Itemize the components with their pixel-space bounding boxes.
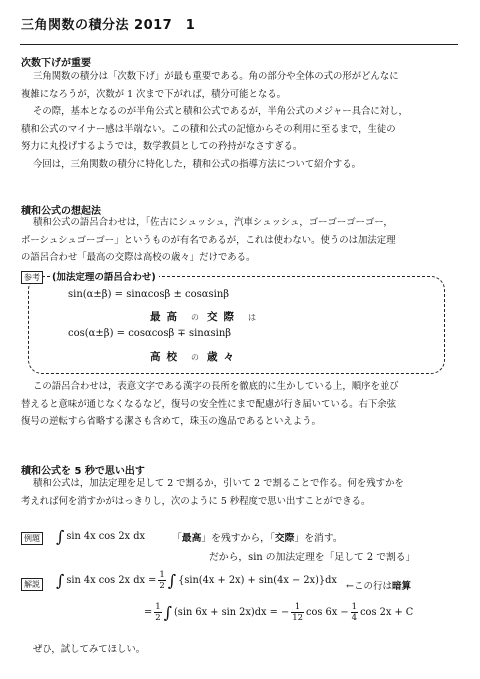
section3-body	[21, 475, 459, 510]
section1-body	[21, 68, 459, 173]
section2-after	[21, 378, 459, 431]
solution-part: (sin 6x + sin 2x)dx = −	[173, 607, 290, 618]
mnemonic-word: 高校	[150, 351, 183, 363]
note-text: 」を消す。	[294, 533, 343, 544]
fraction-twelfth	[291, 602, 304, 623]
note-text: ←この行は	[346, 581, 392, 592]
denominator: 2	[155, 613, 161, 623]
text-line: 積和公式は，加法定理を足して 2 で割るか，引いて 2 で割ることで作る。何を残すかを	[33, 478, 404, 489]
closing-sentence: ぜひ，試してみてほしい。	[33, 644, 146, 655]
example-integrand: sin 4x cos 2x dx	[66, 531, 145, 542]
sine-addition-formula: sin(α±β) = sinαcosβ ± cosαsinβ	[68, 289, 230, 300]
solution-rhs: {sin(4x + 2x) + sin(4x − 2x)}dx	[178, 575, 337, 586]
text-line: の語呂合わせ「最高の交際は高校の歳々」だけである。	[21, 252, 256, 263]
cosine-mnemonic	[150, 349, 240, 364]
cosine-addition-formula: cos(α±β) = cosαcosβ ∓ sinαsinβ	[68, 328, 232, 339]
numerator: 1	[155, 602, 161, 612]
text-line: 三角関数の積分は「次数下げ」が最も重要である。角の部分や全体の式の形がどんなに	[33, 71, 399, 82]
solution-line-1	[56, 570, 337, 591]
integral-sign: ∫	[56, 571, 65, 590]
note-bold-drop: 交際	[274, 533, 295, 544]
solution-part: cos 6x −	[306, 607, 349, 618]
mnemonic-word: 最高	[150, 311, 183, 323]
integral-sign: ∫	[167, 571, 177, 590]
section2-body	[21, 214, 459, 267]
equals-sign: =	[144, 607, 153, 618]
text-line: 積和公式の語呂合わせは，「佐古にシュッシュ，汽車シュッシュ，ゴーゴーゴーゴー，	[33, 217, 393, 228]
text-line: 複雑になろうが，次数が 1 次まで下がれば，積分可能となる。	[21, 88, 287, 100]
section-heading-recall-method: 積和公式の想起法	[21, 206, 101, 217]
mnemonic-word: 交際	[207, 311, 240, 323]
solution-tag: 解説	[21, 578, 43, 591]
denominator: 12	[292, 613, 304, 623]
mnemonic-particle: の	[191, 353, 199, 362]
mnemonic-word: 歳々	[207, 351, 240, 363]
denominator: 4	[351, 613, 358, 623]
mental-math-note	[346, 578, 411, 592]
text-line: その際，基本となるのが半角公式と積和公式であるが，半角公式のメジャー具合に対し，	[33, 106, 408, 117]
mnemonic-particle: の	[191, 313, 199, 322]
note-text: 「	[172, 533, 182, 544]
title-rule	[20, 44, 458, 45]
note-text: 」を残すから，「	[201, 533, 275, 544]
section-heading-degree-reduction: 次数下げが重要	[21, 58, 91, 69]
text-line: 積和公式のマイナー感は半端ない。この積和公式の記憶からその利用に至るまで，生徒の	[21, 123, 396, 135]
text-line: ボーシュシュゴーゴー」というものが有名であるが，これは使わない。使うのは加法定理	[21, 234, 396, 246]
section-heading-five-seconds: 積和公式を 5 秒で思い出す	[21, 466, 145, 477]
fraction-half	[154, 602, 161, 623]
fraction-half	[158, 570, 165, 591]
page-title: 三角関数の積分法 2017 1	[21, 18, 196, 33]
example-integral	[56, 527, 145, 546]
mnemonic-particle: は	[248, 313, 256, 322]
text-line: 復号の逆転すら省略する潔さも含めて，珠玉の逸品であるといえよう。	[21, 416, 321, 427]
text-line: 今回は，三角関数の積分に特化した，積和公式の指導方法について紹介する。	[33, 158, 361, 170]
reference-tag: 参考	[21, 271, 43, 284]
note-bold-keep: 最高	[181, 533, 202, 544]
integral-sign: ∫	[56, 527, 65, 546]
example-tag: 例題	[21, 532, 43, 545]
sine-mnemonic	[150, 309, 264, 324]
numerator: 1	[291, 602, 304, 613]
text-line: 考えれば何を消すかがはっきりし，次のように 5 秒程度で思い出すことができる。	[21, 495, 371, 507]
integral-sign: ∫	[163, 603, 172, 622]
text-line: 努力に丸投げするようでは，数学教員としての矜持がなさすぎる。	[21, 141, 303, 152]
solution-line-2	[144, 602, 413, 623]
text-line: この語呂合わせは，表意文字である漢字の長所を徹底的に生かしている上，順序を並び	[33, 381, 399, 392]
numerator: 1	[159, 570, 165, 580]
denominator: 2	[159, 581, 165, 591]
note-bold: 暗算	[391, 581, 411, 592]
solution-part: cos 2x + C	[360, 607, 414, 618]
example-note-1	[172, 530, 343, 544]
fraction-quarter	[351, 602, 358, 623]
reference-title: (加法定理の語呂合わせ)	[52, 269, 159, 283]
solution-lhs: sin 4x cos 2x dx =	[66, 575, 157, 586]
example-note-2: だから，sin の加法定理を「足して 2 で割る」	[209, 552, 416, 563]
text-line: 替えると意味が通じなくなるなど，復号の安全性にまで配慮が行き届いている。右下余弦	[21, 398, 397, 410]
numerator: 1	[351, 602, 358, 612]
